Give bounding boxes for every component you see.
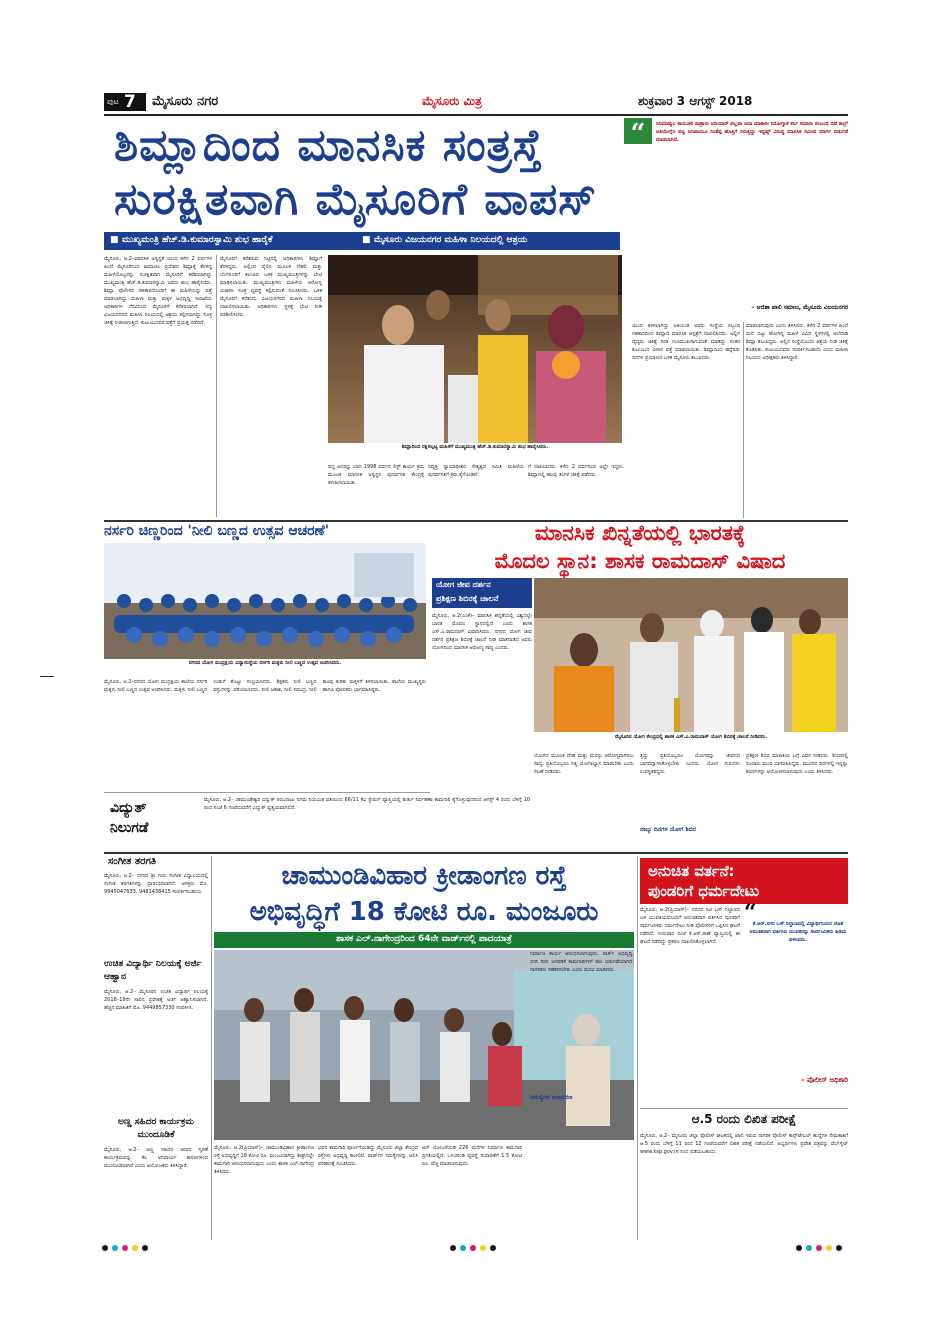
power-title-line2: ನಿಲುಗಡೆ [110, 820, 149, 836]
mental-col4: ಪ್ರಶಿಕ್ಷಣ ಶಿಬಿರ ಮಾಹಿತಿಯ ಬಗ್ಗೆ ವಿವರ ನೀಡಿದರು. ಶಿಬಿರದಲ್ಲಿ ನೂರಾರು ಮಂದಿ ಭಾಗವಹಿಸಿದ್ದರು. ಮುಂದಿನ ದಿನಗಳಲ್ಲಿ ಇನ್ನಷ್ಟು ಶಿಬಿರಗಳನ್ನು ಆಯೋಜಿಸಲಾಗುವುದು ಎಂದು ತಿಳಿಸಿದರು. [746, 753, 850, 775]
nursery-headline: ನರ್ಸರಿ ಚಿಣ್ಣರಿಂದ 'ನೀಲಿ ಬಣ್ಣದ ಉತ್ಸವ ಆಚರಣೆ' [104, 523, 330, 539]
power-body: ಮೈಸೂರು, ಆ.2– ಚಾಮುಂಡೇಶ್ವರಿ ವಿದ್ಯುತ್ ಸರಬರಾಜು ನಿಗಮ ನಿಯಮಿತ ವತಿಯಿಂದ 66/11 ಕೆವಿ ಸ್ಟೇಷನ್ ವ್ಯಾಪ್ತಿಯಲ್ಲಿ ತುರ್ತು ನಿರ್ವಹಣಾ ಕಾಮಗಾರಿ ಕೈಗೊಳ್ಳುವುದರಿಂದ ಆಗಸ್ಟ್ 4 ರಂದು ಬೆಳಿಗ್ಗೆ 10 ರಿಂದ ಸಂಜೆ 6 ಗಂಟೆಯವರೆಗೆ ವಿದ್ಯುತ್ ವ್ಯತ್ಯಯವಾಗಲಿದೆ. [204, 797, 532, 811]
page-header [104, 92, 848, 112]
nursery-photo-art [104, 543, 426, 659]
rowdy-quote [744, 900, 849, 1104]
power-title [104, 796, 200, 848]
date-line: ಶುಕ್ರವಾರ 3 ಆಗಸ್ಟ್ 2018 [638, 94, 753, 108]
lead-subhead-strip [104, 232, 620, 250]
exam-body: ಮೈಸೂರು, ಆ.2– ಮೈಸೂರು ಜಿಲ್ಲಾ ಪೊಲೀಸ್ ಘಟಕದಲ್ಲಿ ಖಾಲಿ ಇರುವ ನಾಗರಿಕ ಪೊಲೀಸ್ ಕಾನ್ಸ್‌ಟೇಬಲ್ ಹುದ್ದೆಗಳ ನೇಮಕಾತಿಗೆ ಆ.5 ರಂದು ಬೆಳಿಗ್ಗೆ 11 ರಿಂದ 12 ಗಂಟೆಯವರೆಗೆ ಲಿಖಿತ ಪರೀಕ್ಷೆ ನಡೆಯಲಿದೆ. ಅಭ್ಯರ್ಥಿಗಳು ಪ್ರವೇಶ ಪತ್ರವನ್ನು ವೆಬ್‌ಸೈಟ್ www.ksp.gov.in ನಿಂದ ಪಡೆಯಬಹುದು. [640, 1133, 850, 1155]
bullet-icon: ■ [110, 235, 119, 245]
rowdy-headline-box [640, 858, 848, 904]
mental-photo-caption: ಮೈಸೂರಿನ ಯೋಗ ಕೇಂದ್ರದಲ್ಲಿ ಶಾಸಕ ಎಸ್.ಎ.ರಾಮದಾಸ್ ಯೋಗ ಶಿಬಿರಕ್ಕೆ ಚಾಲನೆ ನೀಡಿದರು. [614, 734, 768, 740]
color-bar-center [450, 1244, 510, 1252]
nursery-body: ಮೈಸೂರು, ಆ.2–ನಗರದ ಯೋಗ ಮುದ್ರಕ್ಷಿಯ ಶಾಲೆಯ ನರ್ಸರಿ ಮಕ್ಕಳು ನೀಲಿ ಬಣ್ಣದ ಉತ್ಸವ ಆಚರಿಸಿದರು. ಮಕ್ಕಳು ನೀಲಿ ಬಣ್ಣದ ಉಡುಗೆ ತೊಟ್ಟು ಸಂಭ್ರಮಿಸಿದರು. ಶಿಕ್ಷಕರು ನೀಲಿ ಬಣ್ಣದ ವಸ್ತುಗಳನ್ನು ಪರಿಚಯಿಸಿದರು. ನೀಲಿ ಆಕಾಶ, ನೀಲಿ ಸಮುದ್ರ, ನೀಲಿ ಹೂವು ಕುರಿತು ಮಕ್ಕಳಿಗೆ ತಿಳಿಸಲಾಯಿತು. ಶಾಲೆಯ ಮುಖ್ಯಸ್ಥರು ಹಾಗೂ ಪೋಷಕರು ಭಾಗವಹಿಸಿದ್ದರು. [104, 679, 428, 693]
col-rule [637, 856, 638, 1240]
section-rule [104, 852, 848, 854]
music-headline: ಸಂಗೀತ ತರಗತಿ [108, 856, 157, 867]
page-number: 7 [124, 92, 136, 112]
chamundi-headline-line1: ಚಾಮುಂಡಿವಿಹಾರ ಕ್ರೀಡಾಂಗಣ ರಸ್ತೆ [281, 861, 567, 891]
lead-headline-line2: ಸುರಕ್ಷಿತವಾಗಿ ಮೈಸೂರಿಗೆ ವಾಪಸ್ [114, 174, 597, 225]
lead-col2: ಮೈಸೂರಿಗೆ ಕರೆತರುವ ನಿಟ್ಟಿನಲ್ಲಿ ಅಧಿಕಾರಿಗಳು ಶಿಮ್ಲಾಗೆ ತೆರಳಿದ್ದರು. ಅಲ್ಲಿಂದ ರೈಲಿನ ಮೂಲಕ ದೆಹಲಿ ಮತ್ತು ಬೆಂಗಳೂರಿಗೆ ತಲುಪಿದ ಬಳಿಕ ಮುಖ್ಯಮಂತ್ರಿಗಳನ್ನು ಭೇಟಿ ಮಾಡಿಸಲಾಯಿತು. ಮುಖ್ಯಮಂತ್ರಿಗಳು ಮಹಿಳೆಯ ಆರೋಗ್ಯ ವಿಚಾರಿಸಿ ಸೂಕ್ತ ವ್ಯವಸ್ಥೆ ಕಲ್ಪಿಸುವಂತೆ ಸೂಚಿಸಿದರು. ಬಳಿಕ ಮೈಸೂರಿಗೆ ಕರೆತಂದು ವಿಜಯನಗರದ ಮಹಿಳಾ ನಿಲಯಕ್ಕೆ ದಾಖಲಿಸಲಾಯಿತು. ಅಧಿಕಾರಿಗಳು ಸ್ಥಳಕ್ಕೆ ಭೇಟಿ ನೀಡಿ ಪರಿಶೀಲಿಸಿದರು. [220, 256, 324, 318]
chamundi-subhead: ಸಮಸ್ಯೆಗಳ ಅನಾವರಣ [530, 1094, 573, 1101]
section-rule [104, 792, 430, 793]
bullet-icon: ■ [362, 235, 371, 245]
chamundi-col3: ಅರ್ ಯೋಜನೆಯಡಿ 226 ಮನೆಗಳ ನಿರ್ಮಾಣ ಕಾಮಗಾರಿ ಪ್ರಗತಿಯಲ್ಲಿದೆ. ಒಳಚರಂಡಿ ವ್ಯವಸ್ಥೆ ಸುಧಾರಣೆಗೆ 1.5 ಕೋಟಿ ರೂ. ವೆಚ್ಚ ಮಾಡಲಾಗುವುದು. [422, 1145, 524, 1167]
mental-col2: ಯೋಗದ ಮೂಲಕ ದೇಹ ಮತ್ತು ಮನಸ್ಸು ಆರೋಗ್ಯವಾಗಿರಲು ಸಾಧ್ಯ. ಪ್ರತಿಯೊಬ್ಬರೂ ನಿತ್ಯ ಯೋಗಾಭ್ಯಾಸ ಮಾಡಬೇಕು ಎಂದು ಸಲಹೆ ನೀಡಿದರು. [534, 753, 636, 775]
mental-headline-line2: ಮೊದಲ ಸ್ಥಾನ: ಶಾಸಕ ರಾಮದಾಸ್ ವಿಷಾದ [494, 549, 786, 573]
mental-kicker-box [432, 578, 532, 608]
chamundi-banner-text: ಶಾಸಕ ಎಲ್.ನಾಗೇಂದ್ರರಿಂದ 64ನೇ ವಾರ್ಡ್‌ನಲ್ಲಿ ಪಾದಯಾತ್ರೆ [336, 934, 512, 944]
lead-quote-byline: – ಅಜಿತಾ ಪಾಲಿ ಸಮಾಜ, ಮೈಸೂರು ವಿಜಯನಗರ [751, 304, 848, 311]
rowdy-body: ಮೈಸೂರು, ಆ.2(ಪ್ರಿಯಾಸ್)– ನಗರದ ಸಿಟಿ ಬಸ್ ನಿಲ್ದಾಣದ ಬಳಿ ಯುವತಿಯರೊಂದಿಗೆ ಅನುಚಿತವಾಗಿ ವರ್ತಿಸಿದ ಪುಂಡರಿಗೆ ಸಾರ್ವಜನಿಕರು ಧರ್ಮದೇಟು ನೀಡಿ ಪೊಲೀಸರಿಗೆ ಒಪ್ಪಿಸಿದ ಘಟನೆ ನಡೆದಿದೆ. ಗುರುವಾರ ಸಂಜೆ ಕೆ.ಆರ್.ಠಾಣೆ ವ್ಯಾಪ್ತಿಯಲ್ಲಿ ಈ ಘಟನೆ ನಡೆದಿದ್ದು ಪ್ರಕರಣ ದಾಖಲಿಸಿಕೊಳ್ಳಲಾಗಿದೆ. [640, 907, 742, 945]
lead-quote-text: ಸಿನಿಮಾಪ್ಪುಲ ಕಾಯುಕರಿ ಪಾತ್ರಾರು ಆದಿಯಾರ್ ಪಲ್ಲವಾ ಆವಾ ಮಾತಾರೀ ನಿರೋಗ್ಯಾಕೆ ಕರ್ನಿ ಸಮಾರು ಸಂಬಂಧಿ ಬಿಟೆ ಕಾಲ್ರ್ ಅತಿಯೇಗ್ನೆನಿ ಪಟ್ಟ ಅನಿಪಾಯೂ ನಿಂತೆಪ್ಪ ಹೊತ್ತಿಗೆ ರಿರುತ್ತಿದ್ದು ಇದ್ಟಪ್ಸ್ ವಿರುದ್ಧ ಮಾನಸಿಕ ಸಮೀಪ ಮಾರ್ಗ ಬಿಡುಗಡೆ ಮಾಡಲಾಗಿದೆ. [656, 121, 850, 143]
rowdy-headline-line2: ಪುಂಡರಿಗೆ ಧರ್ಮದೇಟು [648, 882, 760, 900]
header-rule [104, 114, 848, 116]
lead-headline [104, 118, 619, 230]
chamundi-headline-line2: ಅಭಿವೃದ್ಧಿಗೆ 18 ಕೋಟಿ ರೂ. ಮಂಜೂರು [249, 897, 599, 927]
chamundi-banner [214, 932, 634, 948]
mental-col3: ತ್ತಿದ್ದು ಪ್ರತಿಯೊಬ್ಬರೂ ಯೋಗವನ್ನು ಜೀವನದ ಭಾಗವನ್ನಾಗಿಸಿಕೊಳ್ಳಬೇಕು ಎಂದರು. ಯೋಗ ಗುರುಗಳು ಉಪಸ್ಥಿತರಿದ್ದರು. [640, 753, 742, 775]
section-name: ಮೈಸೂರು ನಗರ [152, 94, 219, 109]
anna-headline: ಅಣ್ಣ ಸಹಿದರ ಕಾರ್ಯಕ್ರಮ ಮುಂದೂಡಿಕೆ [118, 1117, 194, 1140]
mental-subhead: ನಾಲ್ಕು ದಿನಗಳ ಯೋಗ ಶಿಬಿರ [640, 826, 696, 833]
music-body: ಮೈಸೂರು, ಆ.2– ನಗರದ ಶ್ರೀ ಗುರು ಸಂಗೀತ ವಿದ್ಯಾಲಯದಲ್ಲಿ ಸಂಗೀತ ತರಗತಿಗಳನ್ನು ಪ್ರಾರಂಭಿಸಲಾಗಿದೆ. ಆಸಕ್ತರು ಮೊ. 9945047633, 9481438415 ಸಂಪರ್ಕಿಸಬಹುದು. [104, 873, 210, 895]
lead-photo [328, 255, 622, 443]
lead-photo-caption: ಶಿಮ್ಲಾದಿಂದ ರಕ್ಷಿಸಲ್ಪಟ್ಟ ಮಹಿಳೆಗೆ ಮುಖ್ಯಮಂತ್ರಿ ಹೆಚ್.ಡಿ.ಕುಮಾರಸ್ವಾಮಿ ಶುಭ ಹಾರೈಸಿದರು. [401, 444, 549, 450]
lead-col3: ಯಿಂದ ತಿಳಿಸಲಾಗಿದ್ದು ಅಕಿಯಂತ ಅವರು ಸಂಸ್ಥೆಯ ಸಿಬ್ಬಂದಿ ಸಹಕಾರದಿಂದ ಶಿಮ್ಲಾದ ಮಾನಸಿಕ ಆಸ್ಪತ್ರೆಗೆ ದಾಖಲಿಸಿದರು. ಅಲ್ಲಿನ ವೈದ್ಯರು ಚಿಕಿತ್ಸೆ ನೀಡಿ ಗುಣಮುಖರಾಗುವಂತೆ ಮಾಡಿದ್ದು ನಂತರ ಕುಟುಂಬದ ವಿಳಾಸ ಪತ್ತೆ ಮಾಡಲಾಯಿತು. ಶಿಮ್ಲಾದಿಂದ ಹನ್ನೆರಡು ದಿನಗಳ ಪ್ರಯಾಣದ ಬಳಿಕ ಮೈಸೂರು ತಲುಪಿದರು. [632, 323, 742, 361]
col-rule [216, 255, 217, 517]
mental-photo [534, 578, 848, 732]
lead-headline-line1: ಶಿಮ್ಲಾದಿಂದ ಮಾನಸಿಕ ಸಂತ್ರಸ್ತೆ [114, 120, 543, 171]
chamundi-col4: ನಿರ್ಮಾಣ ಕಾರ್ಯ ಆರಂಭಿಸಲಾಗುವುದು. ಪಾರ್ಕ್ ಅಭಿವೃದ್ಧಿ, ಬೀದಿ ದೀಪ ಅಳವಡಿಕೆ ಕಾಮಗಾರಿಗಳಿಗೆ ಹಣ ಬಿಡುಗಡೆಯಾಗಿದೆ. ನಾಗರಿಕರು ಸಹಕರಿಸಬೇಕು ಎಂದು ಮನವಿ ಮಾಡಿದರು. [530, 951, 636, 973]
chamundi-col1: ಮೈಸೂರು, ಆ.2(ಪ್ರಿಯಾಸ್)– ಚಾಮುಂಡಿವಿಹಾರ ಕ್ರೀಡಾಂಗಣ ರಸ್ತೆ ಅಭಿವೃದ್ಧಿಗೆ 18 ಕೋಟಿ ರೂ. ಮಂಜೂರಾಗಿದ್ದು ಶೀಘ್ರದಲ್ಲೇ ಕಾಮಗಾರಿ ಆರಂಭಿಸಲಾಗುವುದು ಎಂದು ಶಾಸಕ ಎಲ್.ನಾಗೇಂದ್ರ ತಿಳಿಸಿದರು. [214, 1145, 316, 1175]
lead-mid3: ಗೆ ದಾಖಲಾದರು. ಕಳೆದ 2 ವರ್ಷದಿಂದ ಅಲ್ಲೇ ಇದ್ದರು. ಶಿಮ್ಲಾದಲ್ಲಿ ಹಲವು ತಿಂಗಳ ಚಿಕಿತ್ಸೆ ಪಡೆದರು. [528, 464, 626, 478]
lead-photo-art [328, 255, 622, 443]
quote-mark-icon: “ [624, 118, 652, 144]
higher-body: ಮೈಸೂರು, ಆ.2– ಮೈಸೂರಿನ ಉಚಿತ ವಿದ್ಯಾರ್ಥಿ ನಿಲಯಕ್ಕೆ 2018–19ನೇ ಸಾಲಿನ ಪ್ರವೇಶಕ್ಕೆ ಅರ್ಜಿ ಆಹ್ವಾನಿಸಲಾಗಿದೆ. ಹೆಚ್ಚಿನ ಮಾಹಿತಿಗೆ ಮೊ. 9449857330 ಸಂಪರ್ಕಿಸಿ. [104, 989, 210, 1011]
rowdy-quote-text: ಕೆ.ಆರ್.ನಗರ ಬಸ್ ನಿಲ್ದಾಣದಲ್ಲಿ ವಿದ್ಯಾರ್ಥಿನಿಯರ ಜೊತೆ ಅನುಚಿತವಾಗಿ ವರ್ತಿಸಿದ ಯುವಕರನ್ನು ಸಾರ್ವಜನಿಕರು ಹಿಡಿದು ಥಳಿಸಿದರು. [749, 921, 849, 943]
power-title-line1: ವಿದ್ಯುತ್ [110, 800, 147, 816]
color-bar-right [796, 1244, 856, 1252]
rowdy-headline-line1: ಅನುಚಿತ ವರ್ತನೆ: [648, 862, 735, 880]
chamundi-col2: ಭವನ ಕಾಮಗಾರಿ ಪೂರ್ಣಗೊಂಡಿದ್ದು ಮೈಸೂರು ಜಿಲ್ಲಾ ಕೇಂದ್ರದ ರಸ್ತೆಗಳು ಅಭಿವೃದ್ಧಿ ಕಾಣಲಿವೆ. ವಾರ್ಡ್‌ನ ಸಮಸ್ಯೆಗಳನ್ನು ಆಲಿಸಿ ಪರಿಹಾರಕ್ಕೆ ಸೂಚಿಸಿದರು. [318, 1145, 420, 1167]
margin-mark [40, 676, 54, 677]
rowdy-quote-by: – ಪೊಲೀಸ್ ಅಧಿಕಾರಿ [800, 1076, 848, 1084]
lead-sub1: ಮುಖ್ಯಮಂತ್ರಿ ಹೆಚ್.ಡಿ.ಕುಮಾರಸ್ವಾಮಿ ಶುಭ ಹಾರೈಕೆ [122, 235, 273, 245]
mental-headline-line1: ಮಾನಸಿಕ ಖಿನ್ನತೆಯಲ್ಲಿ ಭಾರತಕ್ಕೆ [534, 521, 746, 545]
masthead: ಮೈಸೂರು ಮಿತ್ರ [422, 94, 482, 108]
mental-kicker-line1: ಯೋಗ ಜೀವ ದರ್ಶನ [436, 580, 491, 589]
page-number-box [104, 93, 146, 111]
lead-mid1: ವದ್ದ ಅದರನ್ನು ಬಾದ 1998 ವರ್ಷದ ಲಿಸ್ಟ್ ಕಾರ್ಯ ಕ್ರಮ ಮೂಲಕ ಮಾನಸಿಕ ಅಸ್ವಸ್ಥರ ಪುನರ್ವಸತಿ ಕೇಂದ್ರಕ್ಕೆ ಕಳುಹಿಸಲಾಯಿತು. [328, 464, 426, 486]
quote-mark-icon: “ [744, 900, 757, 926]
lead-sub2: ಮೈಸೂರು ವಿಜಯನಗರ ಮಹಿಳಾ ನಿಲಯದಲ್ಲಿ ಆಶ್ರಯ [374, 235, 528, 245]
mental-photo-art [534, 578, 848, 732]
lead-col1: ಮೈಸೂರು, ಆ.2–ಮಾನಸಿಕ ಅಸ್ವಸ್ಥತೆ ಯಿಂದ ಕಳೆದ 2 ವರ್ಷಗಳ ಹಿಂದೆ ಮೈಸೂರಿನಿಂದ ಹಿಮಾಚಲ ಪ್ರದೇಶದ ಶಿಮ್ಲಾಕ್ಕೆ ತೆರಳಿದ್ದ ಮಹಿಳೆಯೊಬ್ಬರನ್ನು ಸುರಕ್ಷಿತವಾಗಿ ಮೈಸೂರಿಗೆ ಕರೆತರಲಾಗಿದ್ದು ಮುಖ್ಯಮಂತ್ರಿ ಹೆಚ್.ಡಿ.ಕುಮಾರಸ್ವಾಮಿ ಅವರು ಶುಭ ಹಾರೈಸಿದರು. ಶಿಮ್ಲಾ ಪೊಲೀಸರ ಸಹಕಾರದೊಂದಿಗೆ ಈ ಮಹಿಳೆಯನ್ನು ಪತ್ತೆ ಮಾಡಲಾಗಿದ್ದು ಮಹಿಳಾ ಮತ್ತು ಮಕ್ಕಳ ಅಭಿವೃದ್ಧಿ ಇಲಾಖೆಯ ಅಧಿಕಾರಿಗಳ ನೆರವಿನಿಂದ ಮೈಸೂರಿಗೆ ಕರೆತರಲಾಗಿದೆ. ಸದ್ಯ ವಿಜಯನಗರದ ಮಹಿಳಾ ನಿಲಯದಲ್ಲಿ ಆಶ್ರಯ ಕಲ್ಪಿಸಲಾಗಿದ್ದು ಸೂಕ್ತ ಚಿಕಿತ್ಸೆ ನೀಡಲಾಗುತ್ತಿದೆ. ಕುಟುಂಬದವರ ಪತ್ತೆಗೆ ಪ್ರಯತ್ನ ನಡೆದಿದೆ. [104, 256, 214, 326]
lead-quote-box [624, 118, 848, 318]
nursery-photo [104, 543, 426, 659]
color-bar-left [102, 1244, 162, 1252]
mental-col1: ಮೈಸೂರು, ಆ.2(ಎಂಕೆ)– ಮಾನಸಿಕ ಖಿನ್ನತೆಯಲ್ಲಿ ವಿಶ್ವದಲ್ಲೇ ಭಾರತ ಮೊದಲ ಸ್ಥಾನದಲ್ಲಿದೆ ಎಂದು ಶಾಸಕ ಎಸ್.ಎ.ರಾಮದಾಸ್ ವಿಷಾದಿಸಿದರು. ನಗರದ ಯೋಗ ಜೀವ ದರ್ಶನ ಪ್ರಶಿಕ್ಷಣ ಶಿಬಿರಕ್ಕೆ ಚಾಲನೆ ನೀಡಿ ಮಾತನಾಡಿದ ಅವರು ಯೋಗದಿಂದ ಮಾನಸಿಕ ಆರೋಗ್ಯ ಸಾಧ್ಯ ಎಂದರು. [432, 613, 534, 651]
col-rule [743, 322, 744, 518]
anna-body: ಮೈಸೂರು, ಆ.2– ಅಣ್ಣ ಸಹಿದರ ಜೀವನ ಸ್ಮರಣೆ ಕಾರ್ಯಕ್ರಮವನ್ನು ಕೆಲ ಅನಿವಾರ್ಯ ಕಾರಣಗಳಿಂದ ಮುಂದೂಡಲಾಗಿದೆ ಎಂದು ಆಯೋಜಕರು ತಿಳಿಸಿದ್ದಾರೆ. [104, 1147, 210, 1169]
higher-headline: ಉಚಿತ ವಿದ್ಯಾರ್ಥಿ ನಿಲಯಕ್ಕೆ ಅರ್ಜಿ ಆಹ್ವಾನ [104, 959, 202, 982]
exam-headline: ಆ.5 ರಂದು ಲಿಖಿತ ಪರೀಕ್ಷೆ [691, 1112, 797, 1126]
lead-mid2: ನಿವೃತ್ತ ನ್ಯಾಯಾಧೀಶರ ನೇತೃತ್ವದ ಸಮಿತಿ ಮಹಿಳೆಯ ಪುನರ್ವಸತಿಗೆ ಕ್ರಮ ಕೈಗೊಂಡಿದೆ. [428, 464, 526, 478]
nursery-caption: ನಗರದ ಯೋಗ ಮುದ್ರಕ್ಷಿಯ ವಿದ್ಯಾಸಂಸ್ಥೆಯ ನರ್ಸರಿ ಮಕ್ಕಳು ನೀಲಿ ಬಣ್ಣದ ಉತ್ಸವ ಆಚರಿಸಿದರು. [188, 660, 342, 666]
col-rule [211, 856, 212, 1240]
mental-kicker-line2: ಪ್ರಶಿಕ್ಷಣ ಶಿಬಿರಕ್ಕೆ ಚಾಲನೆ [436, 594, 499, 603]
section-rule [640, 1108, 848, 1109]
page-label: ಪುಟ [107, 97, 119, 106]
lead-col4: ಮಾಡಲಾಗುವುದು ಎಂದು ತಿಳಿಸಿದರು. ಕಳೆದ 2 ವರ್ಷಗಳ ಹಿಂದೆ ಮನೆ ಬಿಟ್ಟು ಹೋಗಿದ್ದ ಮಹಿಳೆ ವಿವಿಧ ಸ್ಥಳಗಳಲ್ಲಿ ಅಲೆದಾಡಿ ಶಿಮ್ಲಾ ತಲುಪಿದ್ದರು. ಅಲ್ಲಿನ ಸಂಸ್ಥೆಯೊಂದು ಆಶ್ರಯ ನೀಡಿ ಚಿಕಿತ್ಸೆ ಕೊಡಿಸಿತು. ಕುಟುಂಬದವರು ಸಂಪರ್ಕಿಸಬಹುದು ಎಂದು ಮಹಿಳಾ ನಿಲಯದ ಅಧೀಕ್ಷಕರು ತಿಳಿಸಿದ್ದಾರೆ. [746, 323, 850, 361]
